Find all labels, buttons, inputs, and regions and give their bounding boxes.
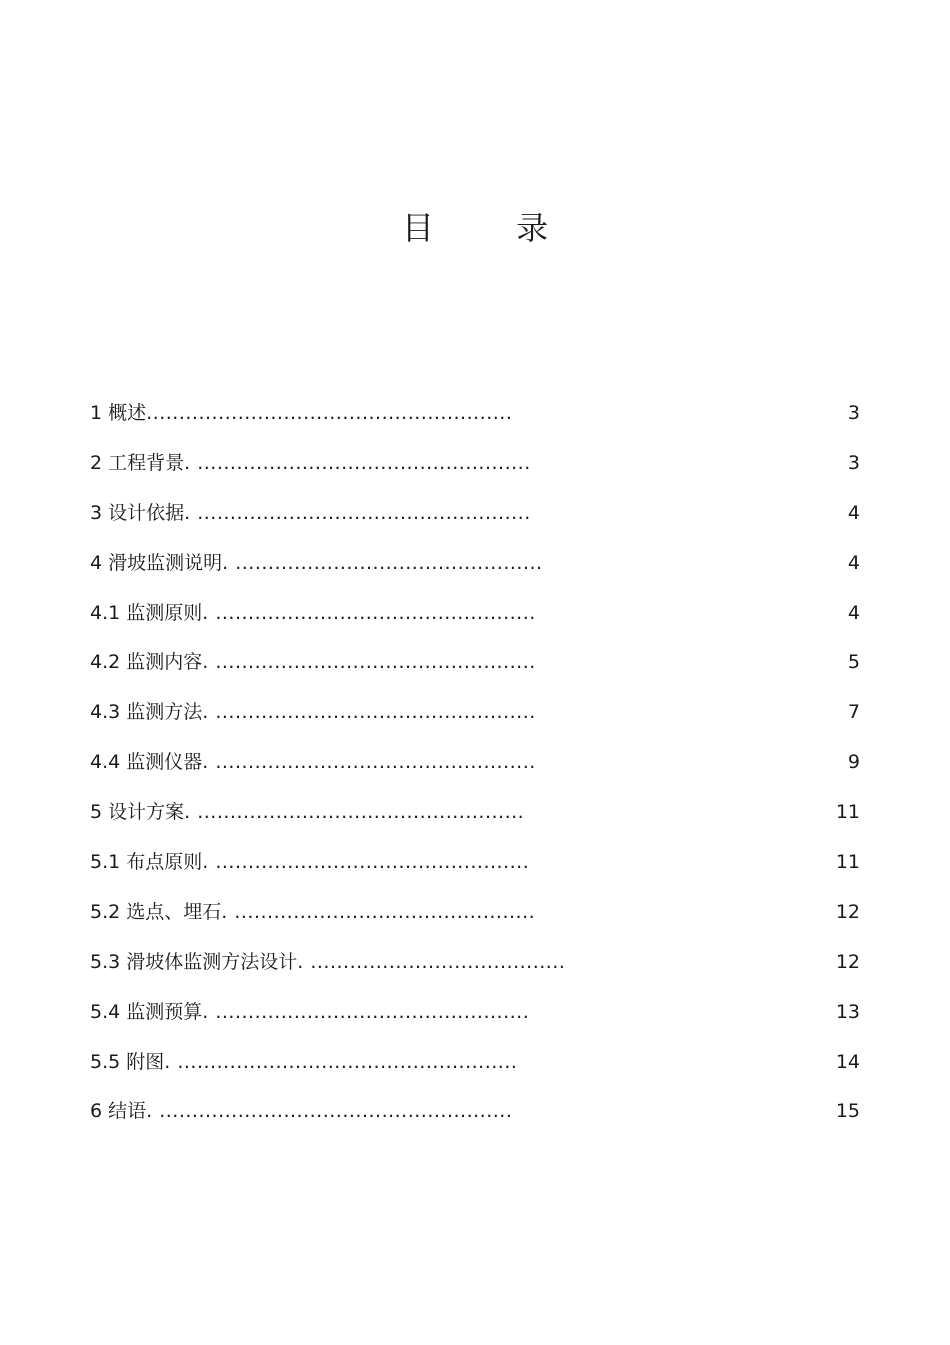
toc-title: 目 录	[401, 209, 585, 247]
toc-leader-dots: . ...................................................	[184, 451, 531, 474]
toc-entry[interactable]	[90, 448, 860, 498]
toc-entry[interactable]	[90, 797, 860, 847]
toc-leader-dots: . .................................................	[202, 651, 536, 674]
toc-entry[interactable]	[90, 997, 860, 1047]
toc-leader-dots: . ..............................................	[221, 900, 536, 923]
toc-entry-label: 4 滑坡监测说明	[90, 551, 223, 574]
toc-page-number: 5	[847, 651, 860, 674]
toc-entry[interactable]	[90, 498, 860, 548]
toc-page-number: 9	[847, 751, 860, 774]
toc-entry[interactable]	[90, 947, 860, 997]
toc-leader-dots: . .................................................	[202, 751, 536, 774]
toc-page-number: 4	[847, 551, 860, 574]
toc-page-number: 3	[847, 402, 860, 424]
toc-entry-label: 4.1 监测原则	[90, 601, 203, 624]
toc-entry[interactable]	[90, 1047, 860, 1097]
toc-entry[interactable]	[90, 897, 860, 947]
toc-page-number: 11	[835, 801, 860, 824]
toc-leader-dots: ........................................................	[146, 402, 513, 424]
toc-leader-dots: . ......................................................	[146, 1100, 513, 1123]
toc-page-number: 12	[835, 900, 860, 923]
toc-page-number: 7	[847, 701, 860, 724]
toc-entry[interactable]	[90, 847, 860, 897]
toc-entry-label: 4.4 监测仪器	[90, 751, 203, 774]
toc-page-number: 4	[847, 501, 860, 524]
toc-entry-label: 4.2 监测内容	[90, 651, 203, 674]
toc-entry[interactable]	[90, 697, 860, 747]
toc-page-number: 13	[835, 1000, 860, 1023]
table-of-contents	[90, 398, 860, 1146]
toc-entry-label: 5 设计方案	[90, 801, 185, 824]
toc-leader-dots: . ................................................	[202, 851, 530, 874]
toc-entry-label: 5.4 监测预算	[90, 1000, 203, 1023]
toc-leader-dots: . ................................................	[202, 1000, 530, 1023]
toc-entry[interactable]	[90, 747, 860, 797]
toc-entry-label: 2 工程背景	[90, 451, 185, 474]
toc-entry-label: 5.5 附图	[90, 1050, 165, 1073]
toc-page-number: 14	[835, 1050, 860, 1073]
toc-leader-dots: . .................................................	[202, 701, 536, 724]
toc-entry-label: 3 设计依据	[90, 501, 185, 524]
toc-entry[interactable]	[90, 647, 860, 697]
toc-leader-dots: . ...................................................	[184, 501, 531, 524]
toc-leader-dots: . .......................................	[297, 950, 566, 973]
toc-leader-dots: . ...............................................	[222, 551, 543, 574]
toc-entry[interactable]	[90, 398, 860, 448]
toc-entry[interactable]	[90, 598, 860, 648]
toc-entry-label: 4.3 监测方法	[90, 701, 203, 724]
toc-entry-label: 5.2 选点、埋石	[90, 900, 222, 923]
toc-page-number: 3	[847, 451, 860, 474]
toc-entry[interactable]	[90, 1096, 860, 1146]
toc-page-number: 11	[835, 851, 860, 874]
toc-leader-dots: . ..................................................	[184, 801, 525, 824]
toc-entry-label: 1 概述	[90, 402, 147, 424]
toc-entry[interactable]	[90, 548, 860, 598]
toc-entry-label: 5.3 滑坡体监测方法设计	[90, 950, 298, 973]
toc-page-number: 4	[847, 601, 860, 624]
toc-leader-dots: . .................................................	[202, 601, 536, 624]
toc-leader-dots: . ....................................................	[164, 1050, 518, 1073]
toc-entry-label: 6 结语	[90, 1100, 147, 1123]
toc-page-number: 12	[835, 950, 860, 973]
toc-page-number: 15	[835, 1100, 860, 1123]
toc-entry-label: 5.1 布点原则	[90, 851, 203, 874]
